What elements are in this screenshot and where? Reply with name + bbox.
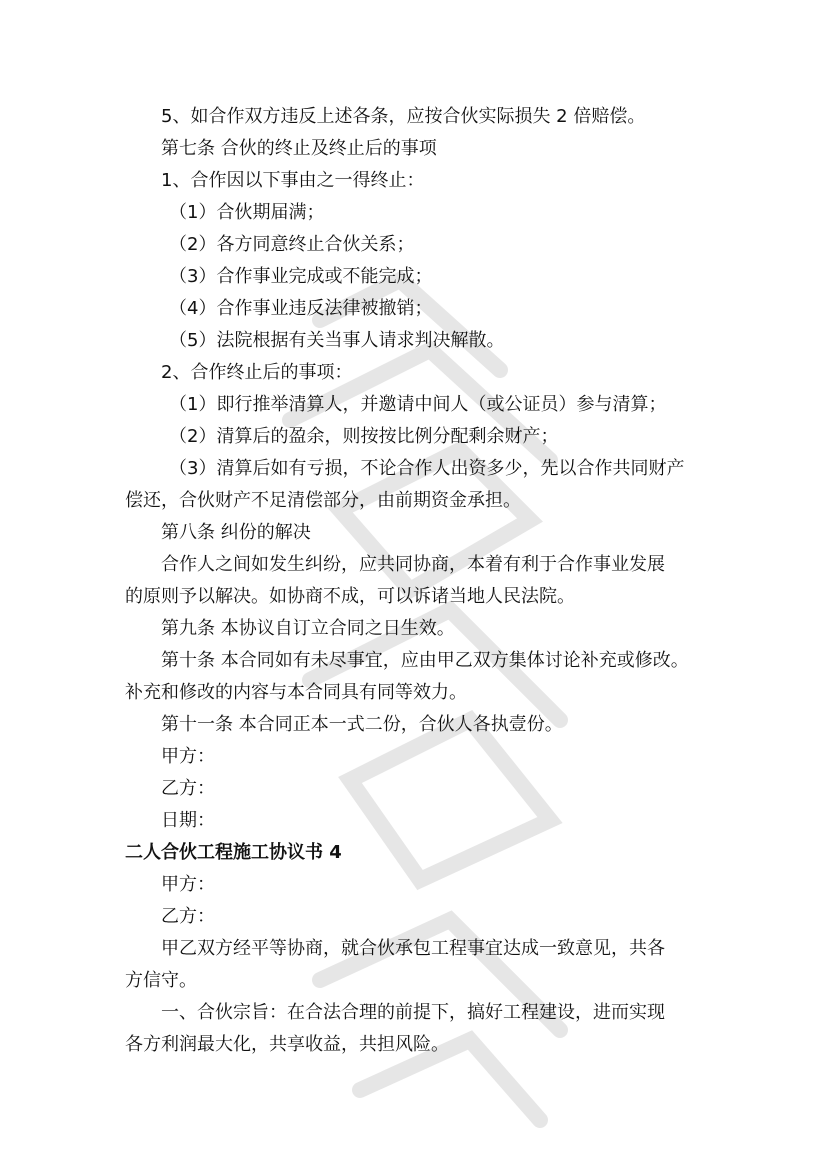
paragraph-line: 补充和修改的内容与本合同具有同等效力。 [125, 682, 467, 703]
party-a-label: 甲方： [161, 746, 215, 767]
list-item: （1）合伙期届满； [169, 202, 325, 223]
paragraph-line: 方信守。 [125, 970, 197, 991]
text-line: 1、合作因以下事由之一得终止： [161, 170, 425, 191]
paragraph-line: 一、合伙宗旨：在合法合理的前提下，搞好工程建设，进而实现 [161, 1002, 665, 1023]
paragraph-line: 合作人之间如发生纠纷，应共同协商，本着有利于合作事业发展 [161, 554, 665, 575]
list-item: （1）即行推举清算人，并邀请中间人（或公证员）参与清算； [169, 394, 667, 415]
list-item: （3）合作事业完成或不能完成； [169, 266, 433, 287]
section-heading: 第七条 合伙的终止及终止后的事项 [161, 138, 437, 159]
paragraph-line: 各方利润最大化，共享收益，共担风险。 [125, 1034, 449, 1055]
text-line: 偿还，合伙财产不足清偿部分，由前期资金承担。 [125, 490, 521, 511]
party-b-label: 乙方： [161, 906, 215, 927]
section-heading: 第十一条 本合同正本一式二份，合伙人各执壹份。 [161, 714, 563, 735]
document-page [125, 101, 715, 1061]
paragraph-line: 第十条 本合同如有未尽事宜，应由甲乙双方集体讨论补充或修改。 [161, 650, 689, 671]
party-b-label: 乙方： [161, 778, 215, 799]
text-line: 5、如合作双方违反上述各条，应按合伙实际损失 2 倍赔偿。 [161, 106, 646, 127]
list-item: （2）各方同意终止合伙关系； [169, 234, 415, 255]
list-item: （2）清算后的盈余，则按按比例分配剩余财产； [169, 426, 559, 447]
date-label: 日期： [161, 810, 215, 831]
party-a-label: 甲方： [161, 874, 215, 895]
list-item: （3）清算后如有亏损，不论合作人出资多少，先以合作共同财产 [169, 458, 685, 479]
text-line: 2、合作终止后的事项： [161, 362, 353, 383]
section-heading: 第九条 本协议自订立合同之日生效。 [161, 618, 455, 639]
section-heading: 第八条 纠份的解决 [161, 522, 311, 543]
paragraph-line: 甲乙双方经平等协商，就合伙承包工程事宜达成一致意见，共各 [161, 938, 665, 959]
list-item: （5）法院根据有关当事人请求判决解散。 [169, 330, 505, 351]
paragraph-line: 的原则予以解决。如协商不成，可以诉诸当地人民法院。 [125, 586, 575, 607]
document-title: 二人合伙工程施工协议书 4 [125, 842, 342, 863]
list-item: （4）合作事业违反法律被撤销； [169, 298, 433, 319]
